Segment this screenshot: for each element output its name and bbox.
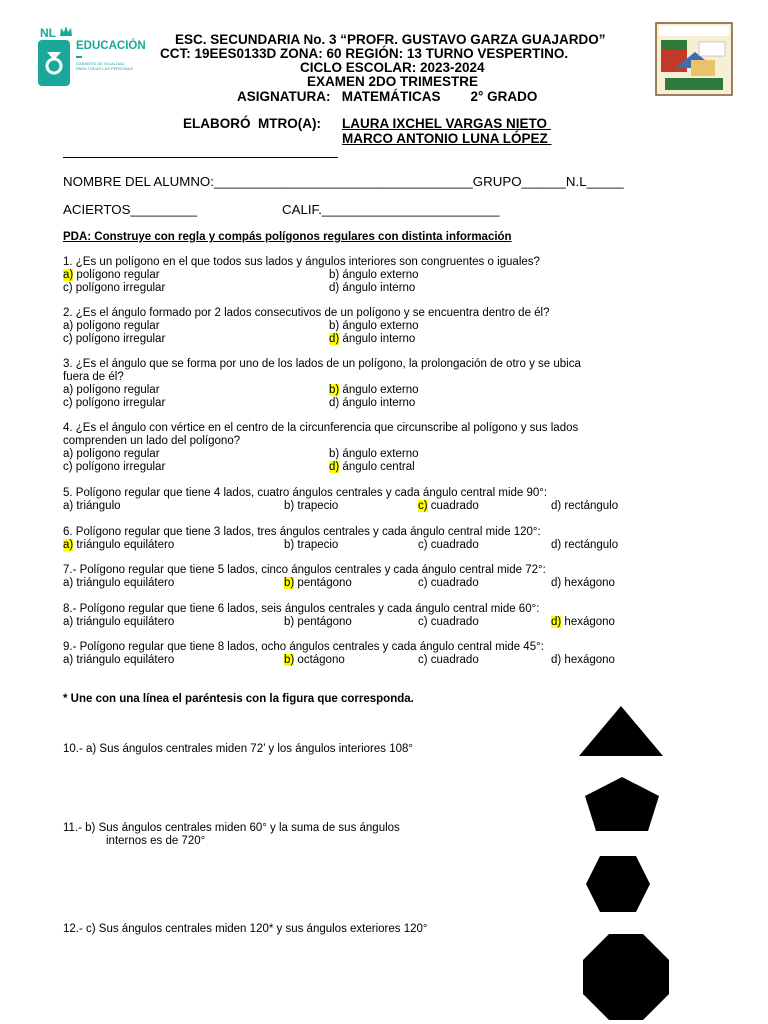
school-name: ESC. SECUNDARIA No. 3 “PROFR. GUSTAVO GARZA GUAJARDO”	[175, 32, 606, 47]
exam-title: EXAMEN 2DO TRIMESTRE	[307, 74, 479, 89]
question-6: 6. Polígono regular que tiene 3 lados, tres ángulos centrales y cada ángulo central mide 120°:	[63, 526, 541, 538]
question-2: 2. ¿Es el ángulo formado por 2 lados consecutivos de un polígono y se encuentra dentro de él?	[63, 307, 550, 319]
matching-item-12: 12.- c) Sus ángulos centrales miden 120* y sus ángulos exteriores 120°	[63, 923, 428, 935]
q6-option-a[interactable]	[63, 539, 174, 552]
matching-item-11: 11.- b) Sus ángulos centrales miden 60° y la suma de sus ángulos	[63, 822, 400, 834]
q3-option-b[interactable]	[329, 384, 419, 397]
option-letter-highlight: d)	[551, 616, 562, 628]
option-text: ángulo interno	[339, 333, 416, 345]
logo-education-text: EDUCACIÓN	[76, 40, 146, 52]
option-text: ángulo externo	[339, 384, 419, 396]
option-letter-highlight: d)	[329, 461, 340, 473]
option-text: polígono regular	[73, 269, 160, 281]
q9-option-d[interactable]: d) hexágono	[551, 654, 615, 666]
matching-item-11-cont: internos es de 720°	[106, 835, 206, 847]
option-text: triángulo equilátero	[73, 539, 175, 551]
elaboro-label: ELABORÓ MTRO(A):	[183, 116, 321, 131]
q3-option-a[interactable]: a) polígono regular	[63, 384, 160, 396]
q4-option-a[interactable]: a) polígono regular	[63, 448, 160, 460]
option-text: octágono	[294, 654, 345, 666]
student-name-field[interactable]: NOMBRE DEL ALUMNO:___________________________________GRUPO______N.L_____	[63, 174, 624, 189]
q5-option-b[interactable]: b) trapecio	[284, 500, 339, 512]
question-3-cont: fuera de él?	[63, 371, 124, 383]
q4-option-d[interactable]	[329, 461, 415, 474]
q6-option-d[interactable]: d) rectángulo	[551, 539, 619, 551]
question-9: 9.- Polígono regular que tiene 8 lados, ocho ángulos centrales y cada ángulo central mide 45°:	[63, 641, 544, 653]
q2-option-c[interactable]: c) polígono irregular	[63, 333, 166, 345]
pentagon-shape[interactable]	[584, 776, 660, 832]
q8-option-d[interactable]	[551, 616, 615, 629]
q5-option-c[interactable]	[418, 500, 479, 513]
q3-option-c[interactable]: c) polígono irregular	[63, 397, 166, 409]
q8-option-c[interactable]: c) cuadrado	[418, 616, 479, 628]
q9-option-c[interactable]: c) cuadrado	[418, 654, 479, 666]
q5-option-a[interactable]: a) triángulo	[63, 500, 121, 512]
question-4-cont: comprenden un lado del polígono?	[63, 435, 241, 447]
q2-option-d[interactable]	[329, 333, 415, 346]
school-cct-line: CCT: 19EES0133D ZONA: 60 REGIÓN: 13 TURNO VESPERTINO.	[160, 46, 569, 61]
triangle-shape[interactable]	[578, 705, 664, 757]
question-1: 1. ¿Es un polígono en el que todos sus lados y ángulos interiores son congruentes o iguales?	[63, 256, 540, 268]
q3-option-d[interactable]: d) ángulo interno	[329, 397, 416, 409]
q9-option-a[interactable]: a) triángulo equilátero	[63, 654, 175, 666]
question-4: 4. ¿Es el ángulo con vértice en el centro de la circunferencia que circunscribe al polígono y sus lados	[63, 422, 579, 434]
q6-option-b[interactable]: b) trapecio	[284, 539, 339, 551]
crown-icon	[60, 26, 72, 36]
q9-option-b[interactable]	[284, 654, 345, 667]
option-letter-highlight: a)	[63, 539, 74, 551]
option-text: pentágono	[294, 577, 352, 589]
teacher-name-1: LAURA IXCHEL VARGAS NIETO	[342, 116, 551, 131]
matching-item-10: 10.- a) Sus ángulos centrales miden 72’ y los ángulos interiores 108°	[63, 743, 414, 755]
option-letter-highlight: b)	[284, 577, 295, 589]
logo-subtitle-1: GABINETE DE IGUALDAD	[76, 61, 125, 66]
calif-field[interactable]: CALIF.________________________	[282, 202, 500, 217]
q1-option-d[interactable]: d) ángulo interno	[329, 282, 416, 294]
header-divider	[63, 157, 338, 158]
logo-nl-text: NL	[40, 26, 56, 40]
q1-option-c[interactable]: c) polígono irregular	[63, 282, 166, 294]
q2-option-b[interactable]: b) ángulo externo	[329, 320, 419, 332]
q4-option-b[interactable]: b) ángulo externo	[329, 448, 419, 460]
logo-subtitle-2: PARA TODAS LAS PERSONAS	[76, 66, 134, 71]
q2-option-a[interactable]: a) polígono regular	[63, 320, 160, 332]
pda-statement: PDA: Construye con regla y compás polígonos regulares con distinta información	[63, 231, 512, 243]
q7-option-d[interactable]: d) hexágono	[551, 577, 615, 589]
matching-instruction: * Une con una línea el paréntesis con la figura que corresponda.	[63, 693, 414, 705]
school-year: CICLO ESCOLAR: 2023-2024	[300, 60, 485, 75]
option-letter-highlight: c)	[418, 500, 428, 512]
question-7: 7.- Polígono regular que tiene 5 lados, cinco ángulos centrales y cada ángulo central mide 72°:	[63, 564, 546, 576]
q8-option-b[interactable]: b) pentágono	[284, 616, 352, 628]
q6-option-c[interactable]: c) cuadrado	[418, 539, 479, 551]
q4-option-c[interactable]: c) polígono irregular	[63, 461, 166, 473]
q5-option-d[interactable]: d) rectángulo	[551, 500, 619, 512]
q7-option-c[interactable]: c) cuadrado	[418, 577, 479, 589]
option-letter-highlight: a)	[63, 269, 74, 281]
aciertos-field[interactable]: ACIERTOS_________	[63, 202, 198, 217]
q8-option-a[interactable]: a) triángulo equilátero	[63, 616, 175, 628]
question-3: 3. ¿Es el ángulo que se forma por uno de los lados de un polígono, la prolongación de otro y se ubica	[63, 358, 581, 370]
option-text: cuadrado	[427, 500, 479, 512]
q7-option-a[interactable]: a) triángulo equilátero	[63, 577, 175, 589]
logo-dash	[76, 56, 82, 58]
q7-option-b[interactable]	[284, 577, 352, 590]
q1-option-b[interactable]: b) ángulo externo	[329, 269, 419, 281]
question-5: 5. Polígono regular que tiene 4 lados, cuatro ángulos centrales y cada ángulo central mide 90°:	[63, 487, 548, 499]
school-seal-icon	[655, 22, 733, 96]
question-8: 8.- Polígono regular que tiene 6 lados, seis ángulos centrales y cada ángulo central mide 60°:	[63, 603, 540, 615]
subject-line: ASIGNATURA: MATEMÁTICAS 2° GRADO	[237, 89, 538, 104]
education-logo	[38, 26, 148, 88]
option-text: ángulo central	[339, 461, 415, 473]
option-letter-highlight: b)	[284, 654, 295, 666]
logo-emblem-icon	[38, 40, 70, 86]
teacher-name-2: MARCO ANTONIO LUNA LÓPEZ	[342, 131, 552, 146]
option-letter-highlight: b)	[329, 384, 340, 396]
hexagon-shape[interactable]	[585, 855, 651, 913]
q1-option-a[interactable]	[63, 269, 160, 282]
option-text: hexágono	[561, 616, 615, 628]
option-letter-highlight: d)	[329, 333, 340, 345]
octagon-shape[interactable]	[582, 933, 670, 1021]
